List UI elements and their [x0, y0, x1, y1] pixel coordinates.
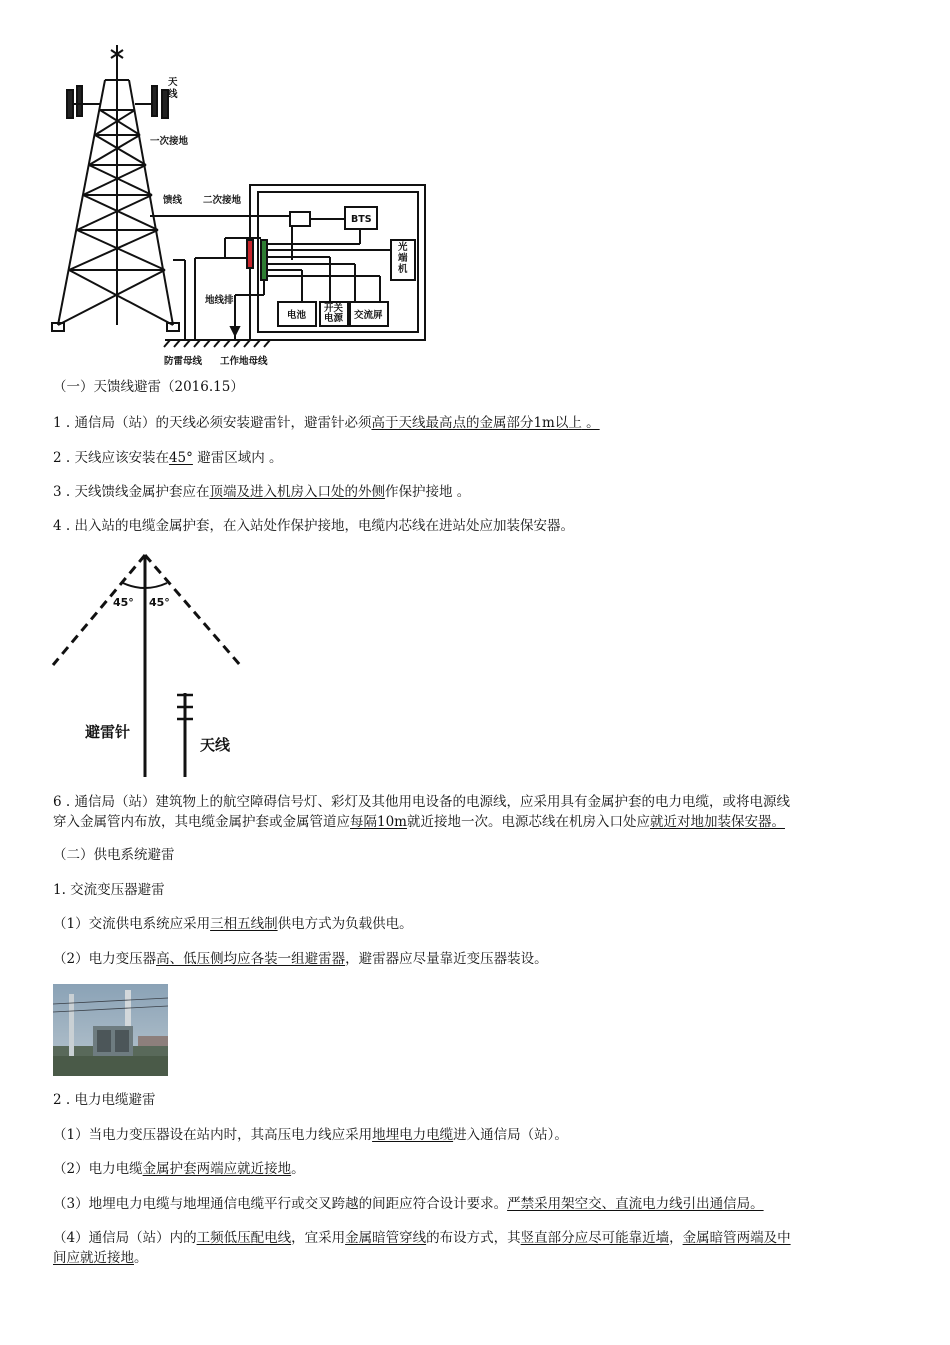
label-antenna: 天线	[168, 77, 178, 100]
label-second-ground: 二次接地	[203, 195, 242, 206]
section2-heading: （二）供电系统避雷	[53, 847, 175, 863]
transformer-photo	[53, 984, 168, 1076]
label-work-ground-bus: 工作地母线	[220, 356, 268, 367]
label-feeder: 馈线	[163, 195, 183, 206]
label-optical: 光端机	[398, 242, 408, 275]
section1-item1: 1 . 通信局（站）的天线必须安装避雷针，避雷针必须高于天线最高点的金属部分1m以上 。	[53, 415, 600, 431]
section2-p1: （1）交流供电系统应采用三相五线制供电方式为负载供电。	[53, 916, 413, 932]
section2-q2: （2）电力电缆金属护套两端应就近接地。	[53, 1161, 305, 1177]
angle-right-label: 45°	[149, 596, 170, 609]
label-ac-panel: 交流屏	[354, 310, 383, 321]
label-lightning-bus: 防雷母线	[164, 356, 203, 367]
protection-zone-diagram	[45, 545, 265, 785]
section2-sub2: 2 . 电力电缆避雷	[53, 1092, 156, 1108]
section1-item4: 4 . 出入站的电缆金属护套，在入站处作保护接地，电缆内芯线在进站处应加装保安器。	[53, 518, 574, 534]
section1-heading: （一）天馈线避雷（2016.15）	[53, 379, 244, 395]
angle-left-label: 45°	[113, 596, 134, 609]
item6-line2: 穿入金属管内布放，其电缆金属护套或金属管道应每隔10m就近接地一次。电源芯线在机房入口处应就近对地加装保安器。	[53, 814, 785, 830]
section2-q4-line2: 间应就近接地。	[53, 1250, 148, 1266]
section2-q3: （3）地埋电力电缆与地埋通信电缆平行或交叉跨越的间距应符合设计要求。严禁采用架空交、直流电力线引出通信局。	[53, 1196, 764, 1212]
section2-q1: （1）当电力变压器设在站内时，其高压电力线应采用地埋电力电缆进入通信局（站）。	[53, 1127, 568, 1143]
label-bts: BTS	[351, 214, 372, 225]
section2-q4-line1: （4）通信局（站）内的工频低压配电线，宜采用金属暗管穿线的布设方式，其竖直部分应尽可能靠近墙，金属暗管两端及中	[53, 1230, 791, 1246]
antenna-label: 天线	[200, 736, 231, 754]
label-switch-power: 开关电源	[324, 303, 344, 324]
section2-p2: （2）电力变压器高、低压侧均应各装一组避雷器，避雷器应尽量靠近变压器装设。	[53, 951, 548, 967]
rod-label: 避雷针	[85, 723, 131, 741]
tower-grounding-diagram	[40, 40, 440, 375]
label-ground-bar: 地线排	[205, 295, 234, 306]
label-first-ground: 一次接地	[150, 136, 189, 147]
section1-item3: 3 . 天线馈线金属护套应在顶端及进入机房入口处的外侧作保护接地 。	[53, 484, 471, 500]
section2-sub1: 1. 交流变压器避雷	[53, 882, 165, 898]
section1-item2: 2 . 天线应该安装在45° 避雷区域内 。	[53, 450, 283, 466]
label-battery: 电池	[287, 310, 307, 321]
item6-line1: 6 . 通信局（站）建筑物上的航空障碍信号灯、彩灯及其他用电设备的电源线，应采用具有金属护套的电力电缆，或将电源线	[53, 794, 790, 810]
